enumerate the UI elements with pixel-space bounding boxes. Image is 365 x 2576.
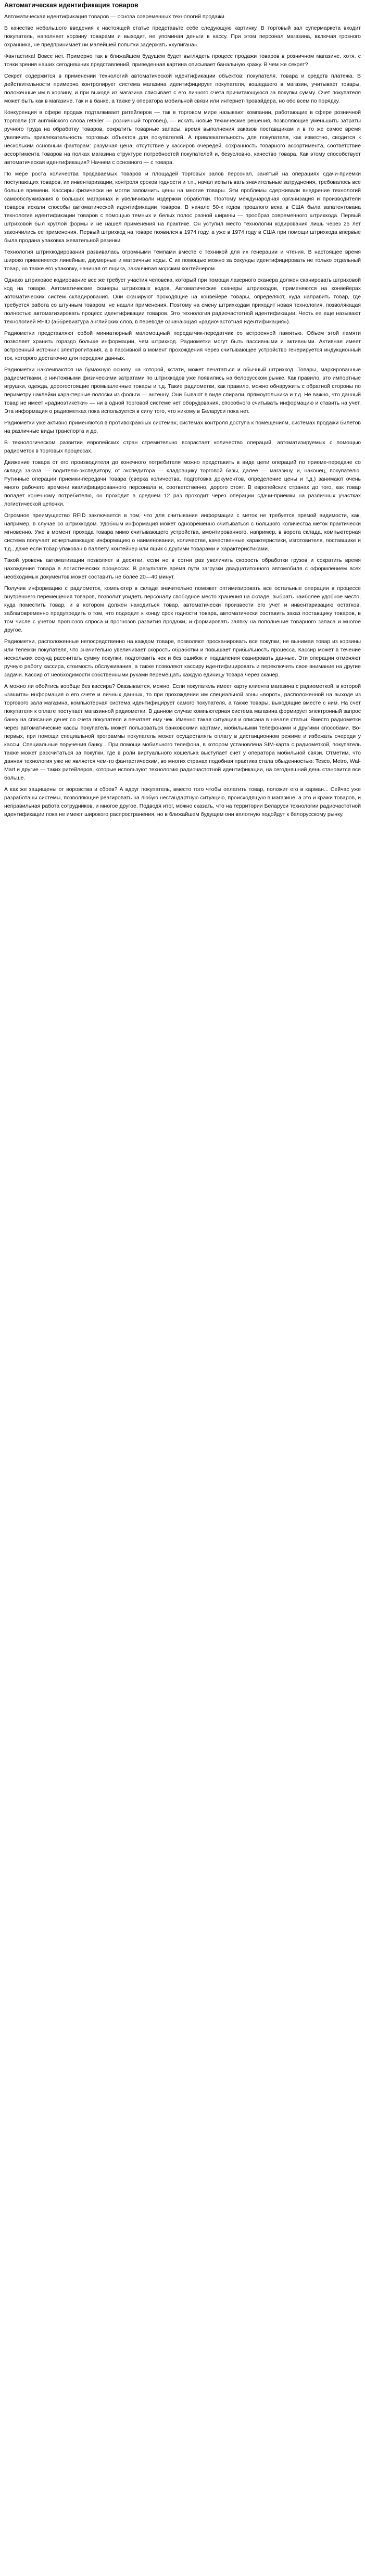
article-paragraph: Огромное преимущество RFID заключается в том, что для считывания информации с меток не требуется прямой видимости, как, например, в случае со штрихкодом. Удобным информация может одновременно считываться с большого количества меток практически мгновенно. Уже в момент прохода товара мимо считывающего устройства, вмонтированного, например, в ворота склада, компьютерная система получает исчерпывающую информацию о наименовании, количестве, качественные характеристики, изготовителя, поставщике и т.д., даже если товар упакован в паллету, контейнер или ящик с другими товарами и характеристиками. bbox=[4, 512, 361, 552]
article-title: Автоматическая идентификация товаров bbox=[4, 2, 139, 9]
article-paragraph: Технология штрихкодирования развивалась огромными темпами вместе с техникой для их генерации и чтения. В настоящее время широко применяется линейные, двумерные и матричные коды. С их помощью можно за секунды идентифицировать не только отдельный товар, но также его упаковку, начиная от ящика, заканчивая морским контейнером. bbox=[4, 249, 361, 272]
article-paragraph: Фантастика! Вовсе нет. Примерно так в ближайшем будущем будет выглядеть процесс продажи товаров в розничном магазине, хотя, с точки зрения наших сегодняшних представлений, приведенная картина описывает банальную кражу. В чем же секрет? bbox=[4, 53, 361, 68]
article-paragraph: Получив информацию с радиометок, компьютер в складе значительно поможет оптимизировать все остальные операции в процессе внутреннего перемещения товаров, позволит увидеть персоналу свободное место хранения на складе, выбрать наиболее удобное место, куда поместить товар, и в котором должен находиться товар, автоматически произвести его учет и инвентаризацию остатков, заблаговременно предупредить о том, что подходит к концу срок годности товара, автоматически составить заказ поставщику товаров, в том числе с учетом прогнозов спроса и прогнозов развития продажи, и формировать заявку на пополнение товарного запаса и многое другое. bbox=[4, 585, 361, 633]
article-paragraph: А можно ли обойтись вообще без кассира? Оказывается, можно. Если покупатель имеет карту клиента магазина с радиометкой, в которой «зашита» информация о его счете и личных данных, то при прохождении им специальной зоны «ворот», расположенной на выходе из торгового зала магазина, компьютерная система идентифицирует самого покупателя, а также товары, выходящие вместе с ним. На счет покупателя к оплате поступает магазинной радиометки. В данном случае компьютерная система магазина формирует электронный запрос банку на списание денег со счета покупателя и печатает ему чек. Именно такая ситуация и описана в начале статьи. Вместо радиометки через автоматические кассы покупатель может пользоваться банковскими картами, мобильными телефонами и другими способами. Во-первых, при помощи специальной программы покупатель может осуществлять оплату в дистанционном режиме и избежать очереди у кассы. Специальные поручения банку... При помощи мобильного телефона, в котором установлена SIM-карта с радиометкой, покупатель также может рассчитаться за покупки, где в роли виртуального кошелька выступает счет у оператора мобильной связи. Отметим, что данная технология уже не является чем-то фантастическим, во многих странах подобная практика стала обыденностью: Tesco, Metro, Wal-Mart и другие — таких ритейлеров, которые используют технологию радиочастотной идентификации, на сегодняшний день становится все больше. bbox=[4, 683, 361, 781]
article-paragraph: Однако штриховое кодирование все же требует участия человека, который при помощи лазерного сканера должен сканировать штриховой код на товаре. Автоматические сканеры штриховых кодов. Автоматические сканеры штрихкодов, применяются на конвейерах автоматических систем складирования. Они сканируют проходящие на конвейере товары, определяют, куда направить товар, где требуется работа со штучным товаром, не нашли применения. Поэтому на смену штрихкодам приходит новая технология, позволяющая полностью автоматизировать процесс идентификации товаров. Это технология радиочастотной идентификации. Честь ее еще называют технологией RFID (аббревиатура английских слов, в переводе означающая «радиочастотная идентификация»). bbox=[4, 277, 361, 325]
article-paragraph: В технологическом развитии европейских стран стремительно возрастает количество операций, автоматизируемых с помощью радиометок в торговых процессах. bbox=[4, 439, 361, 454]
article-paragraph: Движение товара от его производителя до конечного потребителя можно представить в виде цепи операций по приеме-передаче со склада заказа — водителю-экспедитору, от экспедитора — кладовщику торговой базы, далее — магазину, и, наконец, покупателю. Рутинные операции приемки-передачи товара (сверка количества, подготовка документов, определение цены и т.д.) занимают очень много рабочего времени квалифицированного персонала и, соответственно, дорого стоят. В европейских странах до того, как товар попадет конечному потребителю, он проходит в среднем 12 раз проходит через операции сдачи-приемки на различных участках логистической цепочки. bbox=[4, 459, 361, 507]
article bbox=[0, 0, 365, 825]
article-body bbox=[4, 12, 361, 819]
article-paragraph: Автоматическая идентификация товаров — основа современных технологий продажи bbox=[4, 14, 224, 20]
article-paragraph: А как же защищены от воровства и сбоев? А вдруг покупатель, вместо того чтобы оплатить товар, положит его в карман... Сейчас уже разработаны системы, позволяющие реагировать на любую нестандартную ситуацию, происходящую в магазине, а это и кражи товаров, и неправильная работа сотрудников, и многое другое. Подводя итог, можно сказать, что на территории Беларуси технологии радиочастотной идентификации пока не имеют широкого распространения, но в ближайшем будущем они вплотную подойдут к белорусскому рынку. bbox=[4, 786, 361, 818]
article-paragraph: Конкуренция в сфере продаж подталкивает ритейлеров — так в торговом мире называют компании, работающие в сфере розничной торговли (от английского слова retailer — розничный торговец), — искать новые технические решения, позволяющие уменьшить затраты ручного труда на обработку товаров, сократить товарные запасы, время выполнения заказов поставщикам и в то же самое время увеличить привлекательность торговых объектов для покупателей. А привлекательность для покупателя, как известно, сводится к нескольким основным факторам: разумная цена, отсутствие у кассиров очередей, сохранность товарного ассортимента, соответствие ассортимента товаров на полках магазина структуре потребностей покупателей и, безусловно, качество товара. Как этому способствует автоматическая идентификация? Начнем с основного — с товара. bbox=[4, 109, 361, 166]
article-paragraph: По мере роста количества продаваемых товаров и площадей торговых залов персонал, занятый на операциях сдачи-приемки поступающих товаров, их инвентаризации, контроля сроков годности и т.п., начал испытывать значительные затруднения, требовалось все больше времени. Кассиры физически не могли запомнить цены на многие товары. Эти проблемы сдерживали внедрение технологий самообслуживания в больших магазинах и увеличивали издержки обработки. Поэтому международная организация и производители товаров искали способы автоматической идентификации товаров. В начале 50-х годов прошлого века в США была запатентована технология идентификации товаров с помощью темных и белых полос разной ширины — прообраз современного штрихкода. Первый штриховой был круглой формы и не нашел применения на практике. Он уступил место технологии кодирования лишь через 25 лет закончились ее применения. Первый штрихкод на товаре появился в 1974 году, а уже в 1974 году в США при помощи штрихкода впервые была продана упаковка жевательной резинки. bbox=[4, 171, 361, 244]
article-paragraph: Радиометки наклеиваются на бумажную основу, на которой, кстати, может печататься и обычный штрихкод. Товары, маркированные радиометками, с ничтожными физическими затратами по штрихкодов уже появились на белорусском рынке. Как правило, это импортные игрушки, одежда, дорогостоящие промышленные товары и т.д. Такие радиометки, как правило, можно обнаружить с обратной стороны по периметру наклейки характерные полоски из фольги — антенну. Они бывают в виде спирали, прямоугольника и т.д. Не важно, что данный товар не имеет «радиоэтикетки» — ни в одной торговой системе нет оборудования, способного считывать информацию и ставить на учет. Эта информация о радиометках пока используется в силу того, что никому в Беларуси пока нет. bbox=[4, 367, 361, 414]
article-paragraph: Такой уровень автоматизации позволяет в десятки, если не в сотни раз увеличить скорость обработки грузов и сократить время нахождения товара в логистических процессах. В результате время пути загрузки двадцатитонного автомобиля с оформлением всех необходимых документов может составить не более 20—40 минут. bbox=[4, 557, 361, 580]
article-paragraph: Радиометки представляют собой миниатюрный маломощный передатчик-передатчик со встроенной памятью. Объем этой памяти позволяет хранить гораздо больше информации, чем штрихкод. Радиометки могут быть пассивными и активными. Активная имеет встроенный источник электропитания, а в пассивной в момент прохождения через считывающее устройство генерируется индукционный ток, которого достаточно для передачи данных. bbox=[4, 330, 361, 361]
article-paragraph: Секрет содержится в применении технологий автоматической идентификации объектов: покупателя, товара и средств платежа. В действительности примерно контролирует система магазина идентифицирует покупателя, вошедшего в магазин, учитывает товары, положенные им в корзину, и при выходе из магазина списывает с его личного счета причитающуюся за покупки сумму. Счет покупателя может быть как в магазине, так и в банке, а также у оператора мобильной связи или интернет-провайдера, но обо всем по порядку. bbox=[4, 73, 361, 104]
article-paragraph: В качестве небольшого введения к настоящей статье представьте себе следующую картинку. В торговый зал супермаркета входит покупатель, наполняет корзину товарами и выходит, не упоминая деньги в кассу. При этом персонал магазина, включая грозного охранника, не предпринимает ни малейшей попытки задержать «хулигана». bbox=[4, 25, 361, 48]
article-paragraph: Радиометки уже активно применяются в противокражных системах, системах контроля доступа к помещениям, системах продажи билетов на различные виды транспорта и др. bbox=[4, 420, 361, 434]
article-paragraph: Радиометки, расположенные непосредственно на каждом товаре, позволяют просканировать все покупки, не вынимая товар из корзины или тележки покупателя, что значительно увеличивает скорость обработки и повышает прибыльность процесса. Кассир может в течение нескольких секунд рассчитать сумму покупки, подготовить чек и без ошибок и подавления сканировать данные. Эти операции отменяют ручную работу кассира, стоимость обслуживания, а также позволяют кассиру идентифицировать и переключить свое внимание на другие задачи. Кассир от необходимости собственными руками перемещать каждую единицу товара через сканер. bbox=[4, 638, 361, 678]
